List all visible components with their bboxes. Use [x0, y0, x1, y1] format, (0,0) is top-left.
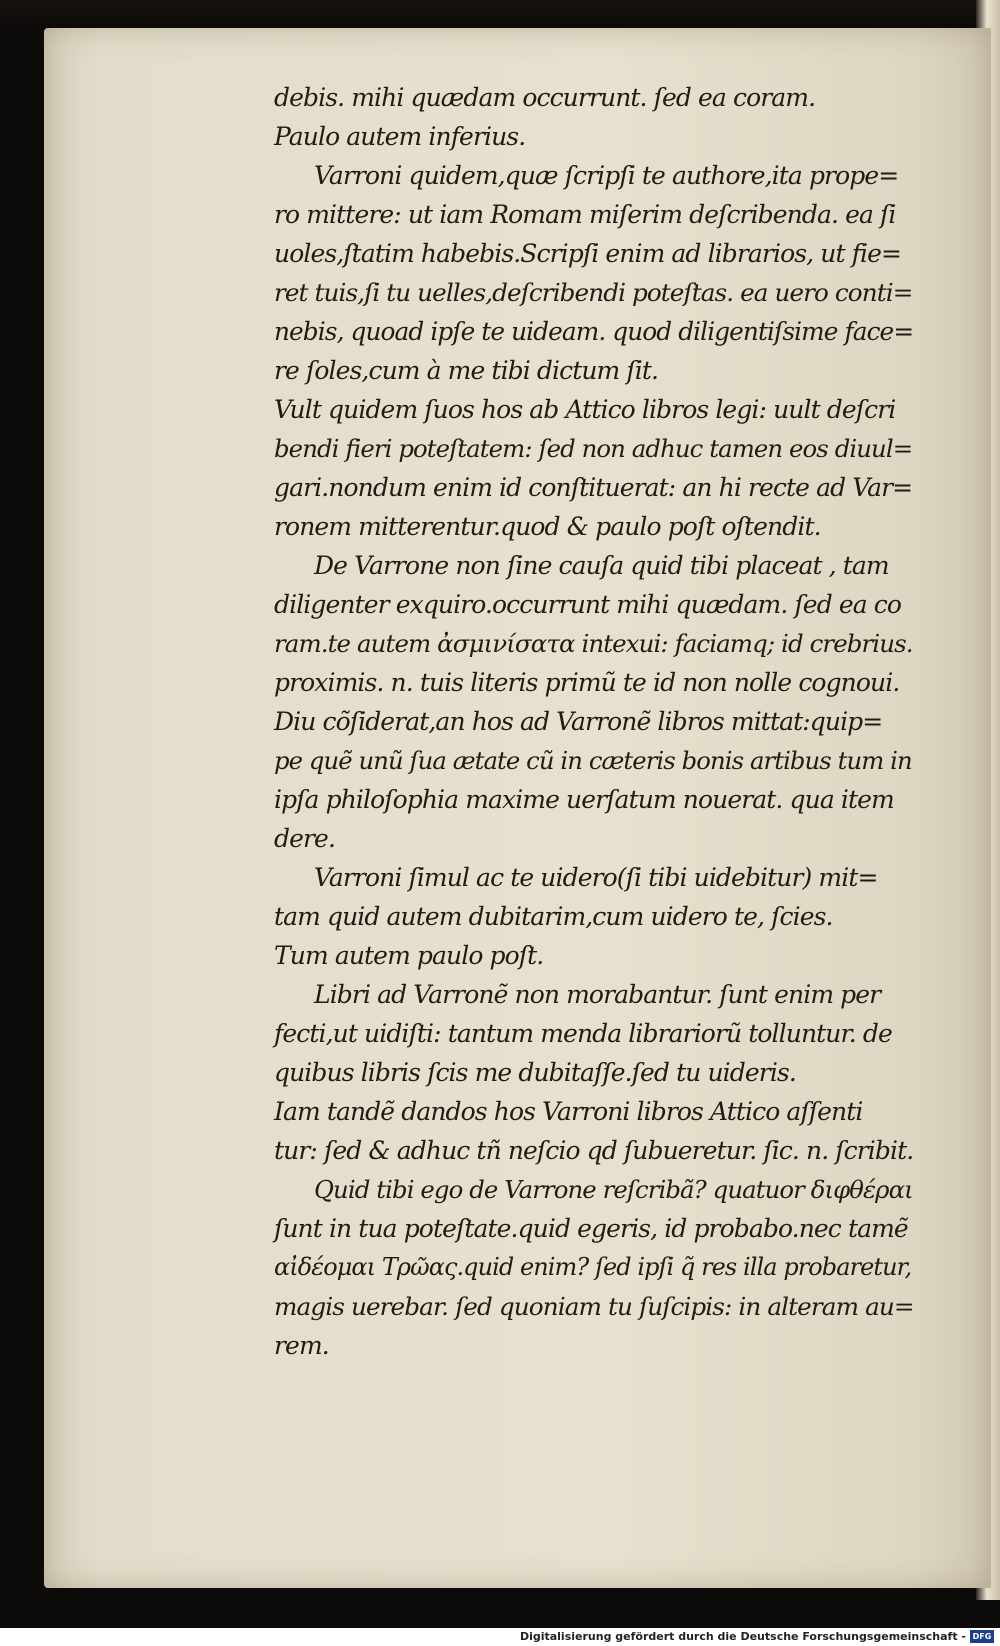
text-line: dere. [274, 824, 335, 853]
text-line: quibus libris ſcis me dubitaſſe.ſed tu uideris. [274, 1058, 796, 1087]
text-line: re ſoles,cum à me tibi dictum ſit. [274, 356, 659, 385]
text-line: Varroni ſimul ac te uidero(ſi tibi uidebitur) mit= [314, 863, 878, 892]
text-line: Vult quidem ſuos hos ab Attico libros legi: uult deſcri [274, 395, 896, 424]
text-line: tam quid autem dubitarim,cum uidero te, ſcies. [274, 902, 833, 931]
text-line: Diu cõſiderat,an hos ad Varronẽ libros mittat:quip= [274, 707, 883, 736]
text-line: bendi fieri poteſtatem: ſed non adhuc tamen eos diuul= [274, 434, 913, 463]
text-line: ret tuis,ſi tu uelles,deſcribendi poteſtas. ea uero conti= [274, 278, 913, 307]
text-line: Quid tibi ego de Varrone reſcribã? quatuor διφθέραι [314, 1175, 913, 1204]
text-line: Paulo autem inferius. [274, 122, 526, 151]
text-line: uoles,ſtatim habebis.Scripſi enim ad librarios, ut fie= [274, 239, 902, 268]
text-line: Varroni quidem,quæ ſcripſi te authore,ita prope= [314, 161, 899, 190]
page-text-block [274, 78, 914, 1365]
dfg-logo: DFG [970, 1630, 994, 1643]
book-page [44, 28, 991, 1588]
text-line: diligenter exquiro.occurrunt mihi quædam. ſed ea co [274, 590, 902, 619]
text-line: αἰδέομαι Τρῶας.quid enim? ſed ipſi q̃ res illa probaretur, [274, 1253, 912, 1281]
scan-top-edge [0, 0, 1000, 30]
text-line: fecti,ut uidiſti: tantum menda librariorũ tolluntur. de [274, 1019, 892, 1048]
text-line: Iam tandẽ dandos hos Varroni libros Attico aſſenti [274, 1097, 863, 1126]
text-line: magis uerebar. ſed quoniam tu ſuſcipis: in alteram au= [274, 1292, 914, 1321]
text-line: Libri ad Varronẽ non morabantur. ſunt enim per [314, 980, 881, 1009]
text-line: debis. mihi quædam occurrunt. ſed ea coram. [274, 83, 816, 112]
text-line: gari.nondum enim id conſtituerat: an hi recte ad Var= [274, 473, 913, 502]
text-line: tur: ſed & adhuc tñ neſcio qd ſubueretur. ſic. n. ſcribit. [274, 1136, 914, 1165]
text-line: ram.te autem ἀσμινίσατα intexui: faciamq; id crebrius. [274, 629, 913, 658]
text-line: rem. [274, 1331, 329, 1360]
text-line: ipſa philoſophia maxime uerſatum nouerat. qua item [274, 785, 894, 814]
text-line: ſunt in tua poteſtate.quid egeris, id probabo.nec tamẽ [274, 1214, 908, 1243]
text-line: ronem mitterentur.quod & paulo poſt oſtendit. [274, 512, 821, 541]
text-line: ro mittere: ut iam Romam miſerim deſcribenda. ea ſi [274, 200, 896, 229]
text-line: proximis. n. tuis literis primũ te id non nolle cognoui. [274, 668, 900, 697]
text-line: pe quẽ unũ ſua ætate cũ in cæteris bonis artibus tum in [274, 746, 912, 775]
text-line: De Varrone non ſine cauſa quid tibi placeat , tam [314, 551, 889, 580]
text-line: Tum autem paulo poſt. [274, 941, 544, 970]
digitization-credit: Digitalisierung gefördert durch die Deutsche Forschungsgemeinschaft - [519, 1630, 966, 1643]
text-line: nebis, quoad ipſe te uideam. quod diligentiſsime face= [274, 317, 914, 346]
